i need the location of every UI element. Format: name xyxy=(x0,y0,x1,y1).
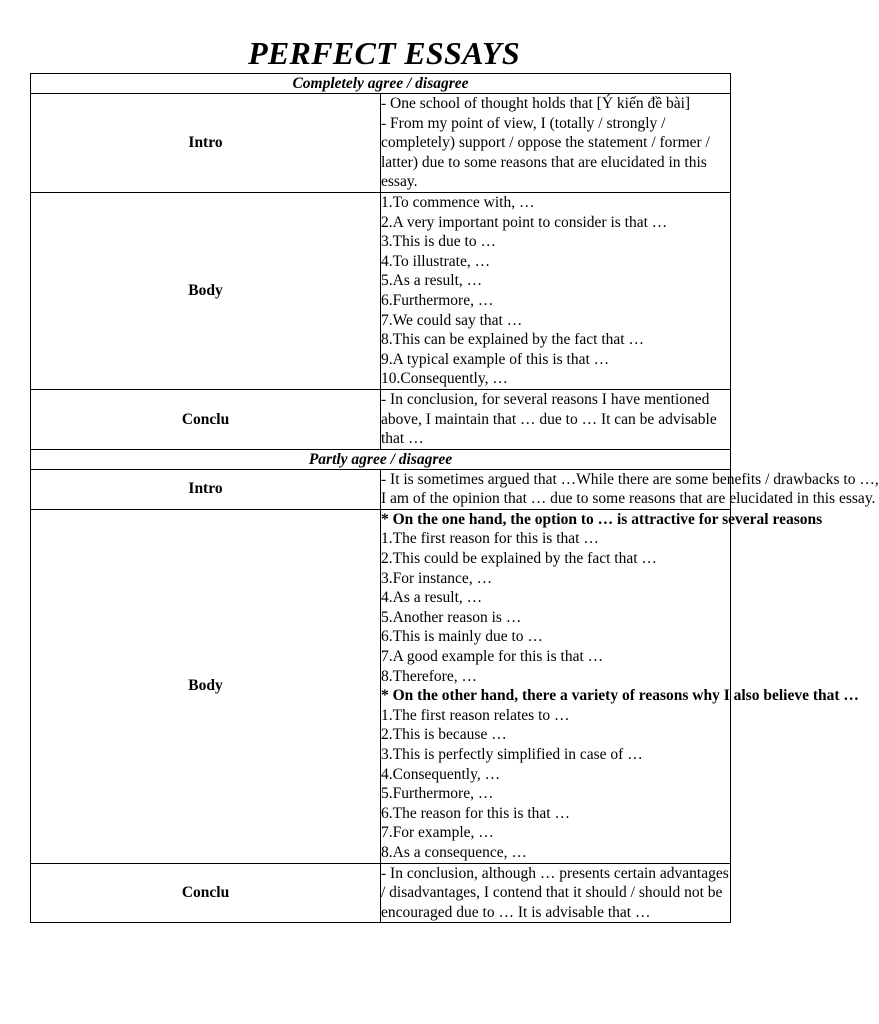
section-heading-partly-agree: Partly agree / disagree xyxy=(31,449,731,469)
conclu-content xyxy=(381,863,731,923)
content-line: 2.A very important point to consider is that … xyxy=(381,213,668,231)
intro-row xyxy=(31,469,731,509)
intro-row xyxy=(31,94,731,193)
content-line: 8.As a consequence, … xyxy=(381,843,527,861)
content-line: 2.This could be explained by the fact that … xyxy=(381,550,657,568)
content-line: 10.Consequently, … xyxy=(381,370,508,388)
content-line: 1.The first reason for this is that … xyxy=(381,530,599,548)
content-line: - In conclusion, although … presents certain advantages / disadvantages, I contend that it should / should not be encouraged due to … It is advisable that … xyxy=(381,864,729,921)
content-line: 7.A good example for this is that … xyxy=(381,648,604,666)
body-row xyxy=(31,192,731,389)
content-line: 5.Another reason is … xyxy=(381,608,522,626)
content-line: 9.A typical example of this is that … xyxy=(381,350,610,368)
essay-structure-table xyxy=(30,73,879,923)
row-label-intro: Intro xyxy=(31,469,381,509)
conclu-row xyxy=(31,389,731,449)
content-line: 6.Furthermore, … xyxy=(381,291,494,309)
content-line: 6.The reason for this is that … xyxy=(381,804,570,822)
content-line: 8.This can be explained by the fact that … xyxy=(381,331,644,349)
section-header-row xyxy=(31,74,731,94)
content-line: 8.Therefore, … xyxy=(381,667,477,685)
content-line: 5.As a result, … xyxy=(381,272,483,290)
row-label-intro: Intro xyxy=(31,94,381,193)
body-row xyxy=(31,509,731,863)
content-line: 4.Consequently, … xyxy=(381,765,501,783)
conclu-row xyxy=(31,863,731,923)
intro-content xyxy=(381,94,731,193)
content-line: 1.To commence with, … xyxy=(381,193,535,211)
content-line: 1.The first reason relates to … xyxy=(381,706,570,724)
content-line: 3.For instance, … xyxy=(381,569,493,587)
content-line: 5.Furthermore, … xyxy=(381,785,494,803)
row-label-conclu: Conclu xyxy=(31,863,381,923)
content-line: 2.This is because … xyxy=(381,726,507,744)
body-content xyxy=(381,509,859,863)
content-line: 7.We could say that … xyxy=(381,311,523,329)
intro-content xyxy=(381,469,879,509)
content-line: 4.To illustrate, … xyxy=(381,252,491,270)
content-line: - It is sometimes argued that …While there are some benefits / drawbacks to …, xyxy=(381,470,879,488)
page-title: PERFECT ESSAYS xyxy=(248,35,520,71)
section-heading-completely-agree: Completely agree / disagree xyxy=(31,74,731,94)
conclu-content xyxy=(381,389,731,449)
content-line: 4.As a result, … xyxy=(381,589,483,607)
one-hand-heading: * On the one hand, the option to … is attractive for several reasons xyxy=(381,510,823,528)
body-content xyxy=(381,192,731,389)
content-line: I am of the opinion that … due to some reasons that are elucidated in this essay. xyxy=(381,490,876,508)
row-label-body: Body xyxy=(31,192,381,389)
content-line: 3.This is perfectly simplified in case of … xyxy=(381,746,643,763)
content-line: 7.For example, … xyxy=(381,824,494,842)
content-line: - From my point of view, I (totally / strongly / completely) support / oppose the statement / former / latter) due to some reasons that are elucidated in this essay. xyxy=(381,114,710,191)
content-line: 6.This is mainly due to … xyxy=(381,628,543,646)
row-label-conclu: Conclu xyxy=(31,389,381,449)
content-line: - In conclusion, for several reasons I have mentioned above, I maintain that … due to … It can be advisable that … xyxy=(381,390,717,448)
content-line: 3.This is due to … xyxy=(381,233,496,251)
other-hand-heading: * On the other hand, there a variety of reasons why I also believe that … xyxy=(381,687,859,705)
content-line: - One school of thought holds that [Ý kiến đề bài] xyxy=(381,95,691,112)
section-header-row xyxy=(31,449,731,469)
row-label-body: Body xyxy=(31,509,381,863)
